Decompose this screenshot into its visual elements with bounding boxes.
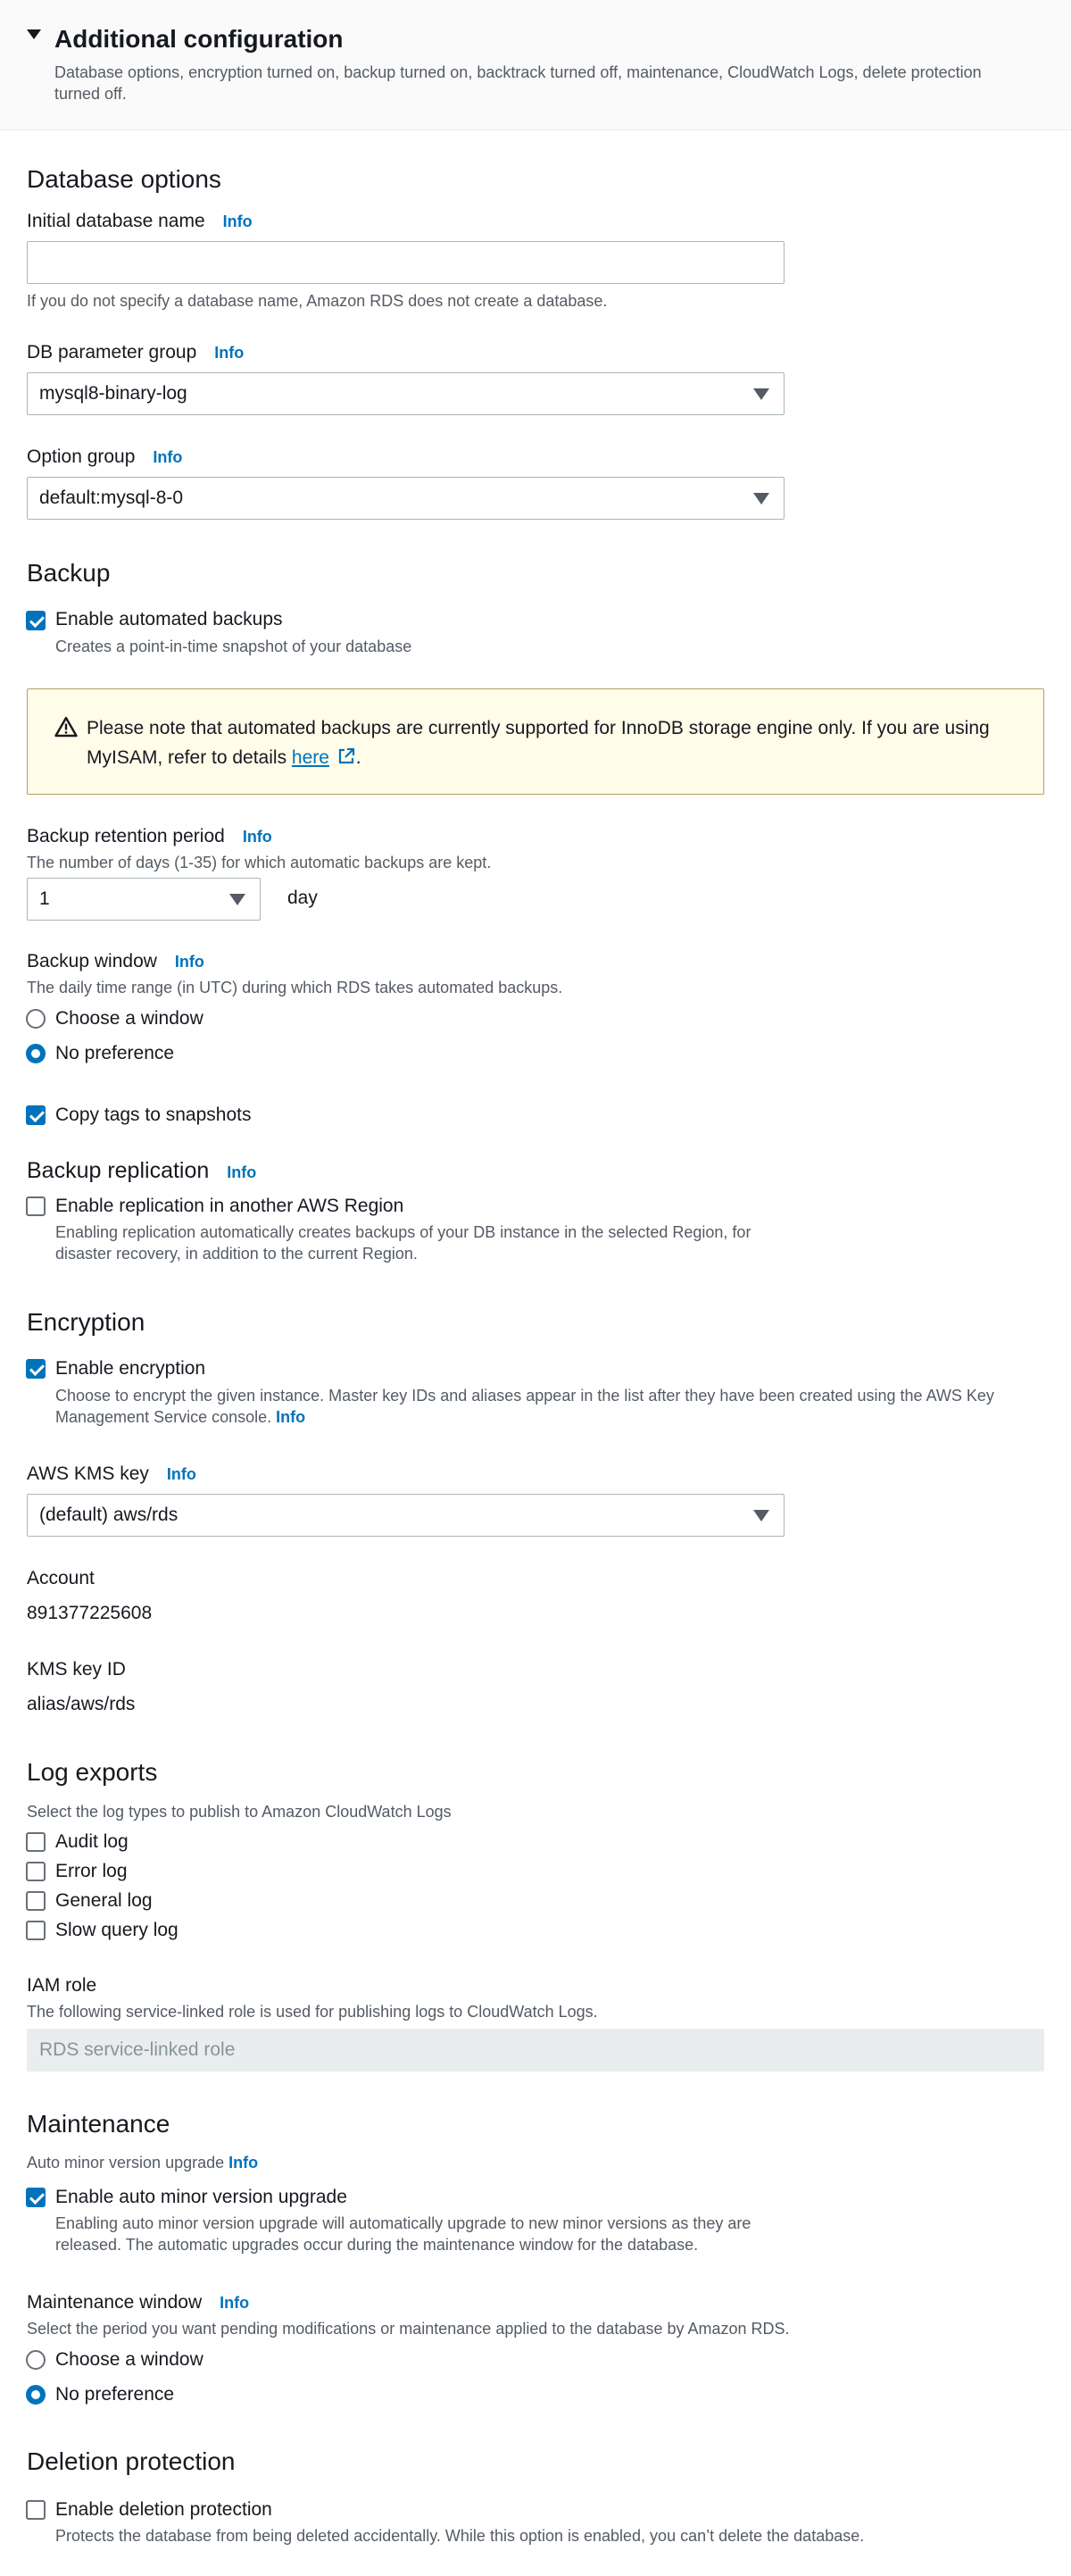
enable-deletion-protection-desc: Protects the database from being deleted accidentally. While this option is enabled, you can’t delete the database. (55, 2527, 865, 2545)
section-title: Additional configuration (54, 25, 344, 53)
label-text: Backup window (27, 951, 157, 971)
external-link-icon[interactable] (336, 746, 356, 766)
label-text: DB parameter group (27, 342, 197, 363)
encryption-heading: Encryption (27, 1308, 145, 1336)
details-link[interactable] (292, 747, 329, 768)
info-link[interactable]: Info (222, 213, 253, 230)
aws-kms-key-select[interactable] (27, 1494, 785, 1537)
kms-key-id-label: KMS key ID (27, 1659, 126, 1680)
maintenance-window-desc: Select the period you want pending modifications or maintenance applied to the database by Amazon RDS. (27, 2320, 790, 2338)
account-label: Account (27, 1568, 95, 1588)
heading-text: Backup replication (27, 1158, 210, 1183)
label-text: Option group (27, 446, 136, 467)
label-text: Backup retention period (27, 826, 225, 846)
desc-text: Management Service console. (55, 1408, 272, 1426)
option-group-select[interactable] (27, 477, 785, 520)
database-options-heading: Database options (27, 165, 221, 193)
warning-text: Please note that automated backups are currently supported for InnoDB storage engine only. If you are using MyISAM, refer to details (87, 718, 990, 768)
info-link[interactable]: Info (174, 953, 204, 971)
auto-minor-version-label (27, 2152, 258, 2173)
error-log-checkbox[interactable] (26, 1862, 46, 1881)
retention-unit: day (287, 888, 318, 908)
iam-role-desc: The following service-linked role is used for publishing logs to CloudWatch Logs. (27, 2003, 598, 2021)
kms-key-id-value: alias/aws/rds (27, 1694, 136, 1714)
enable-replication-desc-line1: Enabling replication automatically creates backups of your DB instance in the selected Region, for (55, 1223, 751, 1241)
label-text: Initial database name (27, 211, 205, 231)
slow-query-log-label[interactable]: Slow query log (55, 1920, 178, 1940)
aws-kms-key-label (27, 1463, 196, 1486)
enable-deletion-protection-label[interactable]: Enable deletion protection (55, 2499, 272, 2520)
warning-icon (54, 716, 78, 738)
warning-message (87, 713, 1033, 772)
info-link[interactable]: Info (153, 448, 183, 466)
backup-retention-select[interactable] (27, 878, 261, 921)
warning-suffix: . (355, 747, 361, 768)
maintenance-window-choose-radio[interactable] (26, 2350, 46, 2370)
caret-down-icon[interactable] (27, 27, 41, 41)
enable-encryption-desc-line2 (55, 1406, 305, 1428)
select-value: mysql8-binary-log (39, 383, 187, 404)
db-parameter-group-label (27, 341, 244, 364)
initial-db-name-input[interactable] (27, 241, 785, 284)
label-text: AWS KMS key (27, 1463, 149, 1484)
error-log-label[interactable]: Error log (55, 1861, 128, 1881)
deletion-protection-heading: Deletion protection (27, 2447, 236, 2475)
caret-down-icon (753, 1510, 769, 1521)
maintenance-heading: Maintenance (27, 2110, 170, 2138)
info-link[interactable]: Info (166, 1465, 196, 1483)
backup-window-choose-label[interactable]: Choose a window (55, 1008, 203, 1029)
backup-window-label (27, 950, 204, 973)
enable-auto-minor-upgrade-desc-line1: Enabling auto minor version upgrade will automatically upgrade to new minor versions as they are (55, 2214, 751, 2232)
account-value: 891377225608 (27, 1603, 153, 1623)
db-parameter-group-select[interactable] (27, 372, 785, 415)
backup-retention-desc: The number of days (1-35) for which automatic backups are kept. (27, 854, 492, 871)
enable-encryption-label[interactable]: Enable encryption (55, 1358, 206, 1379)
enable-auto-minor-upgrade-checkbox[interactable] (26, 2188, 46, 2207)
enable-automated-backups-desc: Creates a point-in-time snapshot of your database (55, 638, 412, 655)
select-value: default:mysql-8-0 (39, 488, 184, 508)
innodb-warning-alert (27, 688, 1044, 795)
info-link[interactable]: Info (228, 2154, 259, 2172)
enable-deletion-protection-checkbox[interactable] (26, 2500, 46, 2520)
enable-automated-backups-label[interactable]: Enable automated backups (55, 609, 283, 629)
log-exports-heading: Log exports (27, 1758, 158, 1786)
backup-retention-label (27, 825, 272, 848)
caret-down-icon (229, 894, 245, 905)
enable-encryption-checkbox[interactable] (26, 1359, 46, 1379)
general-log-label[interactable]: General log (55, 1890, 153, 1911)
enable-encryption-desc-line1: Choose to encrypt the given instance. Master key IDs and aliases appear in the list after they have been created using the AWS Key (55, 1387, 994, 1405)
enable-auto-minor-upgrade-label[interactable]: Enable auto minor version upgrade (55, 2187, 347, 2207)
audit-log-checkbox[interactable] (26, 1832, 46, 1852)
copy-tags-label[interactable]: Copy tags to snapshots (55, 1105, 252, 1125)
iam-role-input (27, 2029, 1044, 2072)
enable-auto-minor-upgrade-desc-line2: released. The automatic upgrades occur during the maintenance window for the database. (55, 2236, 699, 2254)
maintenance-window-no-preference-label[interactable]: No preference (55, 2384, 175, 2405)
slow-query-log-checkbox[interactable] (26, 1921, 46, 1940)
info-link[interactable]: Info (220, 2294, 250, 2312)
audit-log-label[interactable]: Audit log (55, 1831, 129, 1852)
general-log-checkbox[interactable] (26, 1891, 46, 1911)
backup-window-no-preference-radio[interactable] (26, 1044, 46, 1063)
caret-down-icon (753, 388, 769, 400)
backup-heading: Backup (27, 559, 111, 587)
link-text[interactable]: here (291, 747, 329, 768)
section-summary: Database options, encryption turned on, backup turned on, backtrack turned off, maintenance, CloudWatch Logs, delete protection turned off. (54, 63, 982, 103)
option-group-label (27, 446, 182, 469)
enable-replication-label[interactable]: Enable replication in another AWS Region (55, 1196, 404, 1216)
select-value: (default) aws/rds (39, 1505, 178, 1525)
backup-window-no-preference-label[interactable]: No preference (55, 1043, 175, 1063)
enable-automated-backups-checkbox[interactable] (26, 611, 46, 630)
label-text: Auto minor version upgrade (27, 2154, 225, 2172)
maintenance-window-label (27, 2291, 249, 2314)
info-link[interactable]: Info (276, 1408, 306, 1426)
backup-window-desc: The daily time range (in UTC) during which RDS takes automated backups. (27, 979, 563, 996)
info-link[interactable]: Info (227, 1163, 257, 1181)
enable-replication-checkbox[interactable] (26, 1196, 46, 1216)
initial-db-name-hint: If you do not specify a database name, Amazon RDS does not create a database. (27, 292, 608, 310)
backup-window-choose-radio[interactable] (26, 1009, 46, 1029)
iam-role-value: RDS service-linked role (39, 2039, 236, 2060)
label-text: Maintenance window (27, 2292, 203, 2313)
log-exports-desc: Select the log types to publish to Amazon CloudWatch Logs (27, 1803, 452, 1821)
backup-replication-heading (27, 1157, 256, 1186)
caret-down-icon (753, 493, 769, 504)
enable-replication-desc-line2: disaster recovery, in addition to the current Region. (55, 1245, 418, 1263)
info-link[interactable]: Info (242, 828, 272, 846)
maintenance-window-choose-label[interactable]: Choose a window (55, 2349, 203, 2370)
initial-db-name-label (27, 210, 253, 233)
select-value: 1 (39, 888, 50, 909)
iam-role-label: IAM role (27, 1975, 97, 1996)
copy-tags-checkbox[interactable] (26, 1105, 46, 1125)
info-link[interactable]: Info (214, 344, 245, 362)
additional-configuration-header[interactable] (0, 0, 1071, 130)
maintenance-window-no-preference-radio[interactable] (26, 2385, 46, 2405)
